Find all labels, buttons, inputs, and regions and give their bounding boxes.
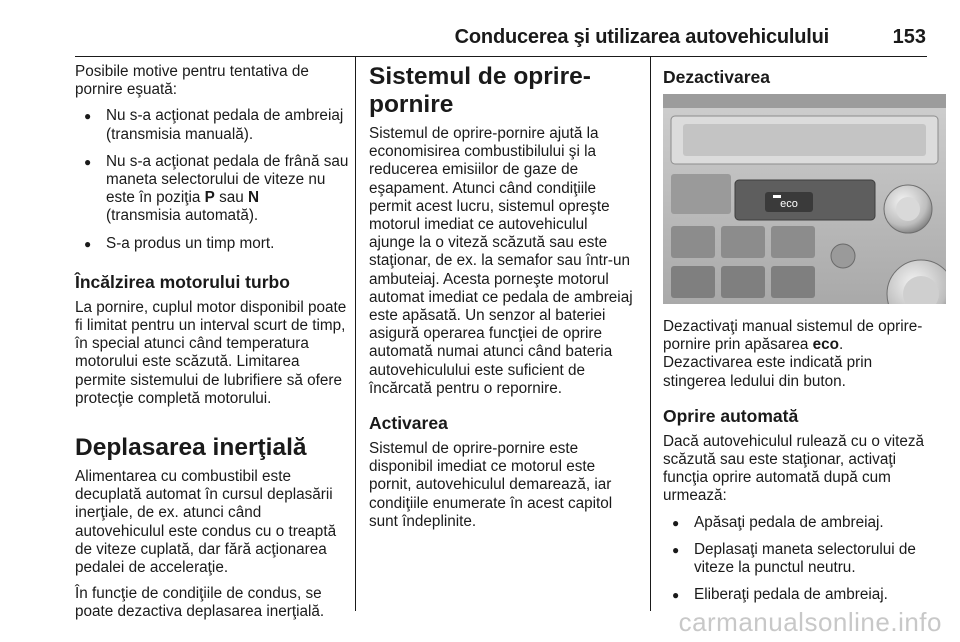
page-number: 153 (892, 26, 926, 48)
list-item: ● Nu s-a acţionat pedala de frână sau maneta selectorului de viteze nu este în poziţia P sau N (transmisia automată). (75, 153, 351, 226)
gear-n: N (248, 189, 260, 207)
header-title: Conducerea şi utilizarea autovehiculului (454, 26, 829, 48)
column-left (75, 63, 351, 630)
stop-start-text: Sistemul de oprire-pornire ajută la economisirea combustibilului şi la reducerea emisiilor de gaze de eşapament. Atunci când condiţiile permit acest lucru, sistemul opreşte motorul imediat ce autovehiculul ajunge la o viteză scăzută sau este staţionar, de ex. la semafor sau într-un ambuteiaj. Acesta porneşte motorul automat imediat ce pedala de ambreiaj este apăsată. Un senzor al bateriei asigură operarea funcţiei de oprire automată numai atunci când bateria autovehiculului este suficient de încărcată pentru o repornire. (369, 125, 633, 397)
section-heading-stop-start: Sistemul de oprire-pornire (369, 63, 591, 118)
subheading-deactivation: Dezactivarea (663, 67, 771, 87)
column-divider-1 (355, 57, 356, 611)
failure-reasons-list (75, 107, 351, 252)
autostop-text: Dacă autovehiculul rulează cu o viteză scăzută sau este staţionar, activaţi funcţia oprire automată după cum urmează: (663, 432, 925, 505)
turbo-text: La pornire, cuplul motor disponibil poate fi limitat pentru un interval scurt de timp, în special atunci când temperatura motorului este scăzută. Limitarea permite sistemului de lubrifiere să ofere protecţie completă motorului. (75, 298, 347, 407)
page-header (75, 22, 927, 52)
watermark: carmanualsonline.info (678, 607, 942, 637)
subheading-activation: Activarea (369, 413, 448, 434)
eco-button-label: eco (780, 198, 798, 210)
eco-button-photo (663, 94, 946, 304)
activation-text: Sistemul de oprire-pornire este disponibil imediat ce motorul este pornit, autovehiculul demarează, iar condiţiile enumerate în acest capitol sunt îndeplinite. (369, 440, 613, 530)
subheading-autostop: Oprire automată (663, 405, 799, 426)
autostop-steps-list (663, 514, 933, 605)
list-item: ● S-a produs un timp mort. (75, 235, 351, 253)
intro-text: Posibile motive pentru tentativa de pornire eşuată: (75, 63, 309, 99)
list-item: ● Nu s-a acţionat pedala de ambreiaj (transmisia manuală). (75, 107, 351, 143)
gear-p: P (204, 189, 215, 207)
section-heading-turbo: Încălzirea motorului turbo (75, 271, 290, 292)
list-item: ● Deplasaţi maneta selectorului de viteze la punctul neutru. (663, 541, 933, 577)
eco-button-reference: eco (812, 336, 840, 354)
column-divider-2 (650, 57, 651, 611)
coasting-text-2: În funcţie de condiţiile de condus, se poate dezactiva deplasarea inerţială. (75, 585, 325, 621)
column-middle (369, 63, 637, 539)
section-heading-coasting: Deplasarea inerţială (75, 434, 307, 462)
list-item: ● Eliberaţi pedala de ambreiaj. (663, 586, 933, 604)
header-rule (75, 56, 927, 57)
list-item: ● Apăsaţi pedala de ambreiaj. (663, 514, 933, 532)
column-right (663, 63, 933, 613)
coasting-text-1: Alimentarea cu combustibil este decuplată automat în cursul deplasării inerţiale, de ex. atunci când autovehiculul este condus cu o treaptă de viteze cuplată, dar fără acţionarea pedalei de acceleraţie. (75, 468, 337, 577)
deactivation-text: Dezactivaţi manual sistemul de oprire-pornire prin apăsarea eco. Dezactivarea este indicată prin stingerea ledului din buton. (663, 318, 923, 390)
